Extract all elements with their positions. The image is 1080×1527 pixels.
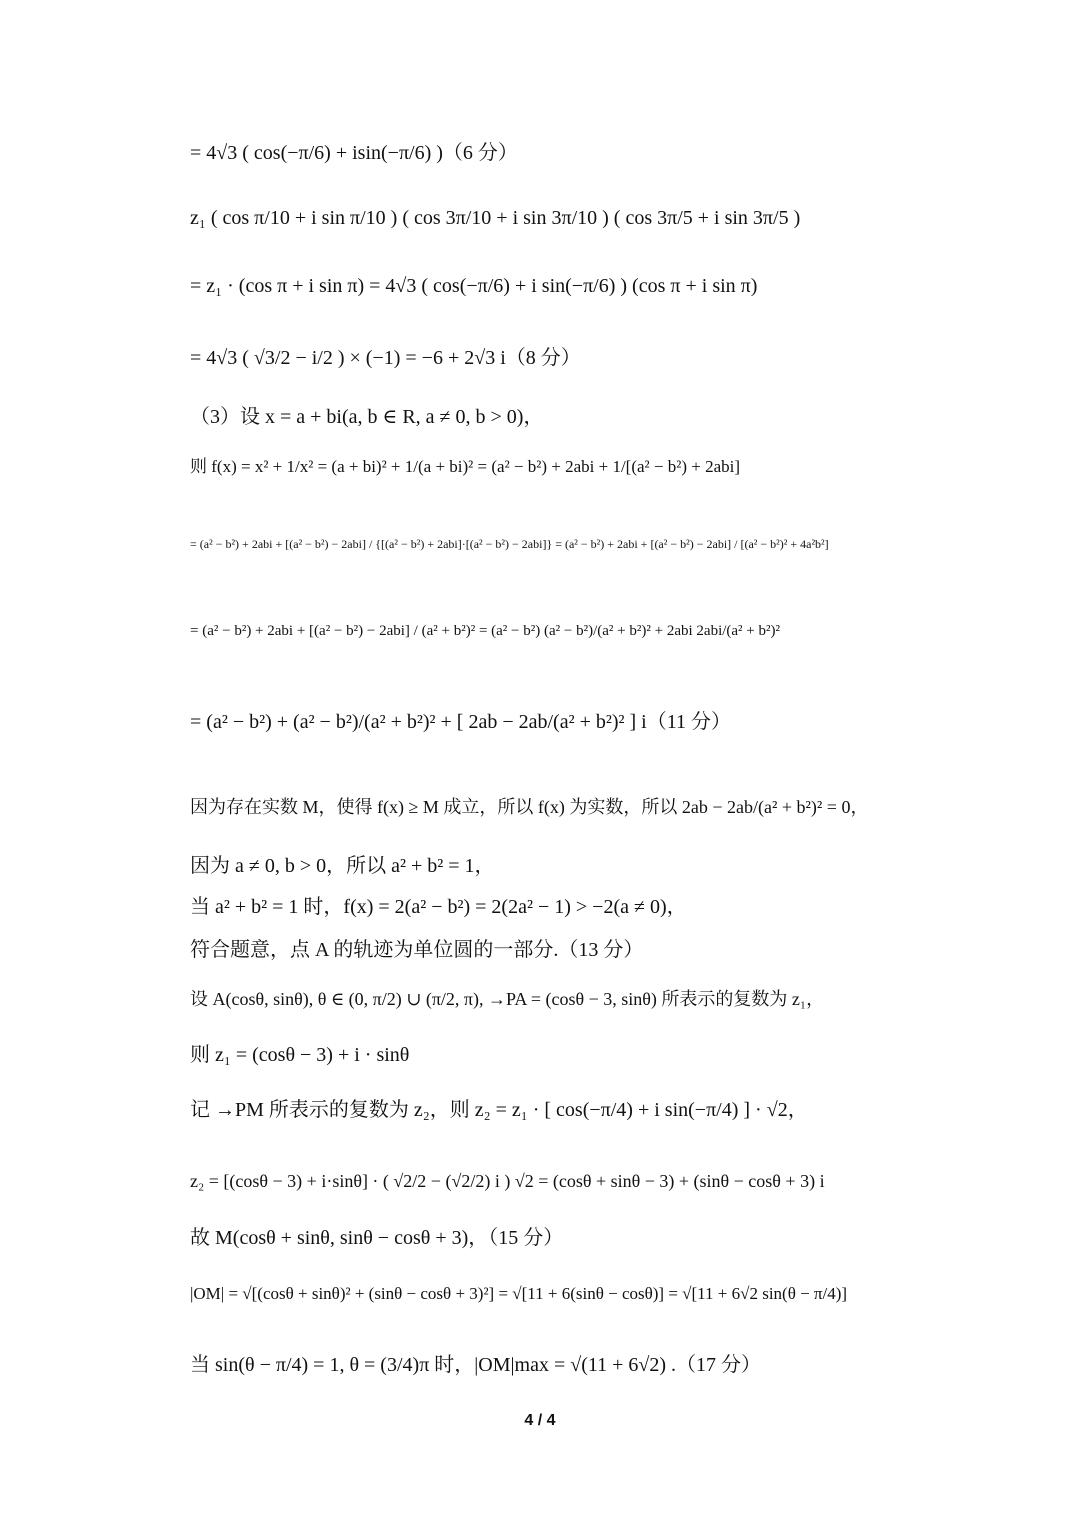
math-line: 故 M(cosθ + sinθ, sinθ − cosθ + 3)，（15 分）	[190, 1227, 564, 1249]
math-line: = (a² − b²) + (a² − b²)/(a² + b²)² + [ 2ab − 2ab/(a² + b²)² ] i（11 分）	[190, 711, 731, 733]
math-line: 则 f(x) = x² + 1/x² = (a + bi)² + 1/(a + bi)² = (a² − b²) + 2abi + 1/[(a² − b²) + 2abi]	[190, 457, 741, 476]
math-line: 当 a² + b² = 1 时，f(x) = 2(a² − b²) = 2(2a² − 1) > −2(a ≠ 0)，	[190, 896, 687, 918]
math-line: （3）设 x = a + bi(a, b ∈ R, a ≠ 0, b > 0)，	[190, 406, 544, 428]
math-line: |OM| = √[(cosθ + sinθ)² + (sinθ − cosθ + 3)²] = √[11 + 6(sinθ − cosθ)] = √[11 + 6√2 sin(θ − π/4)]	[190, 1284, 848, 1303]
math-line: = z₁ · (cos π + i sin π) = 4√3 ( cos(−π/6) + i sin(−π/6) ) (cos π + i sin π)	[190, 275, 758, 297]
math-line: 则 z₁ = (cosθ − 3) + i · sinθ	[190, 1044, 410, 1066]
math-line: 符合题意，点 A 的轨迹为单位圆的一部分.（13 分）	[190, 939, 644, 961]
math-line: z₂ = [(cosθ − 3) + i·sinθ] · ( √2/2 − (√2/2) i ) √2 = (cosθ + sinθ − 3) + (sinθ − cosθ + 3) i	[190, 1171, 825, 1191]
math-line: = (a² − b²) + 2abi + [(a² − b²) − 2abi] / {[(a² − b²) + 2abi]·[(a² − b²) − 2abi]} = (a² − b²) + 2abi + [(a² − b²) − 2abi] / [(a² − b²)² + 4a²b²]	[190, 537, 829, 551]
math-line: 设 A(cosθ, sinθ), θ ∈ (0, π/2) ∪ (π/2, π), →PA = (cosθ − 3, sinθ) 所表示的复数为 z₁，	[190, 989, 825, 1009]
math-line: 因为 a ≠ 0, b > 0，所以 a² + b² = 1，	[190, 855, 495, 877]
page-number: 4 / 4	[524, 1412, 556, 1429]
math-line: = 4√3 ( cos(−π/6) + isin(−π/6) )（6 分）	[190, 142, 518, 164]
math-line: 记 →PM 所表示的复数为 z₂，则 z₂ = z₁ · [ cos(−π/4) + i sin(−π/4) ] · √2，	[190, 1099, 808, 1121]
math-line: 当 sin(θ − π/4) = 1, θ = (3/4)π 时，|OM|max = √(11 + 6√2) .（17 分）	[190, 1354, 762, 1376]
math-line: 因为存在实数 M，使得 f(x) ≥ M 成立，所以 f(x) 为实数，所以 2ab − 2ab/(a² + b²)² = 0，	[190, 797, 869, 817]
math-line: z₁ ( cos π/10 + i sin π/10 ) ( cos 3π/10 + i sin 3π/10 ) ( cos 3π/5 + i sin 3π/5 )	[190, 207, 801, 229]
math-line: = 4√3 ( √3/2 − i/2 ) × (−1) = −6 + 2√3 i（8 分）	[190, 347, 581, 369]
math-line: = (a² − b²) + 2abi + [(a² − b²) − 2abi] / (a² + b²)² = (a² − b²) (a² − b²)/(a² + b²)² + 2abi 2abi/(a² + b²)²	[190, 623, 781, 639]
